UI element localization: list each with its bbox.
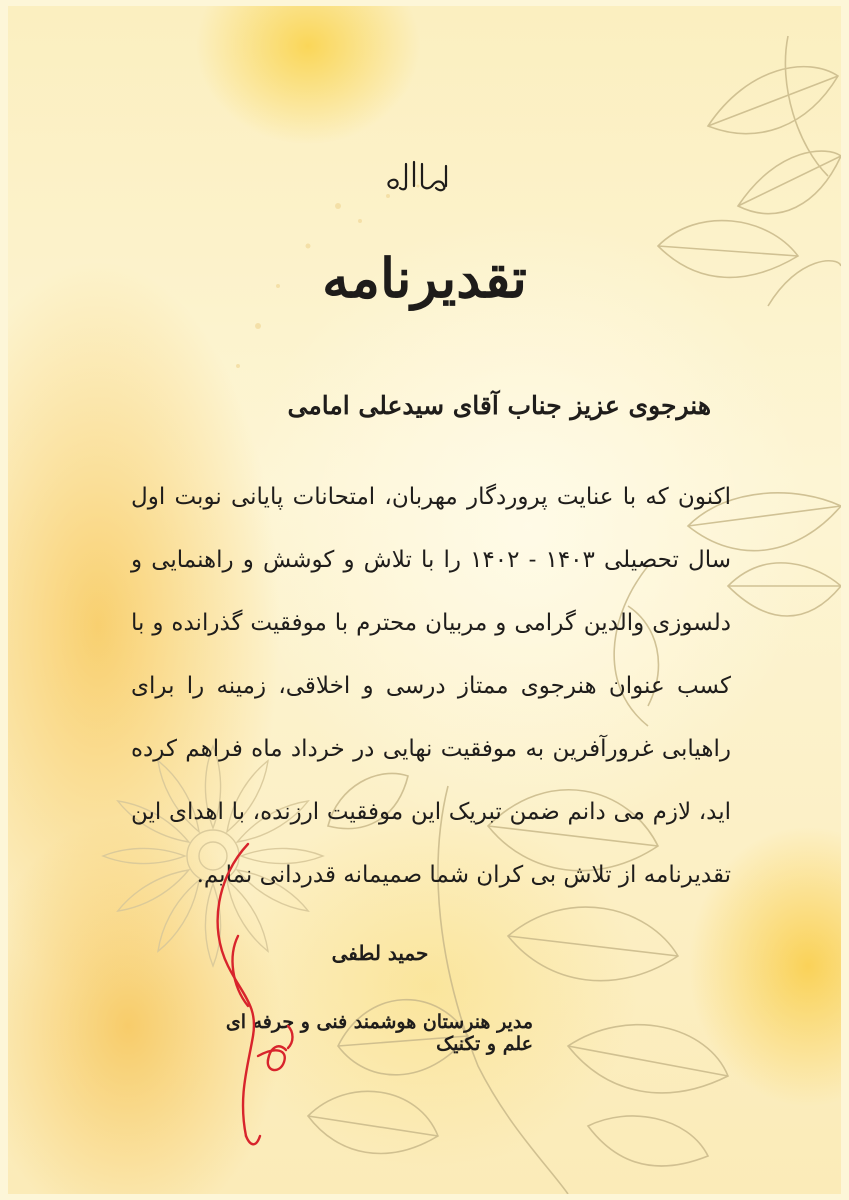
recipient-line: هنرجوی عزیز جناب آقای سیدعلی امامی	[287, 391, 711, 420]
signer-name: حمید لطفی	[331, 941, 429, 965]
certificate-body: اکنون که با عنایت پروردگار مهربان، امتحانات پایانی نوبت اول سال تحصیلی ۱۴۰۳ - ۱۴۰۲ را با تلاش و کوشش و راهنمایی و دلسوزی والدین گرامی و مربیان محترم با موفقیت گذرانده و با کسب عنوان هنرجوی ممتاز درسی و اخلاقی، زمینه را برای راهیابی غرورآفرین به موفقیت نهایی در خرداد ماه فراهم کرده اید، لازم می دانم ضمن تبریک این موفقیت ارزنده، با اهدای این تقدیرنامه از تلاش بی کران شما صمیمانه قدردانی نمایم.	[131, 484, 731, 888]
signer-position: مدیر هنرستان هوشمند فنی و حرفه ای علم و تکنیک	[225, 1011, 533, 1055]
handwritten-signature	[198, 836, 318, 1156]
certificate-page	[8, 6, 841, 1194]
certificate-title: تقدیرنامه	[322, 246, 527, 310]
invocation-calligraphy	[384, 156, 454, 196]
